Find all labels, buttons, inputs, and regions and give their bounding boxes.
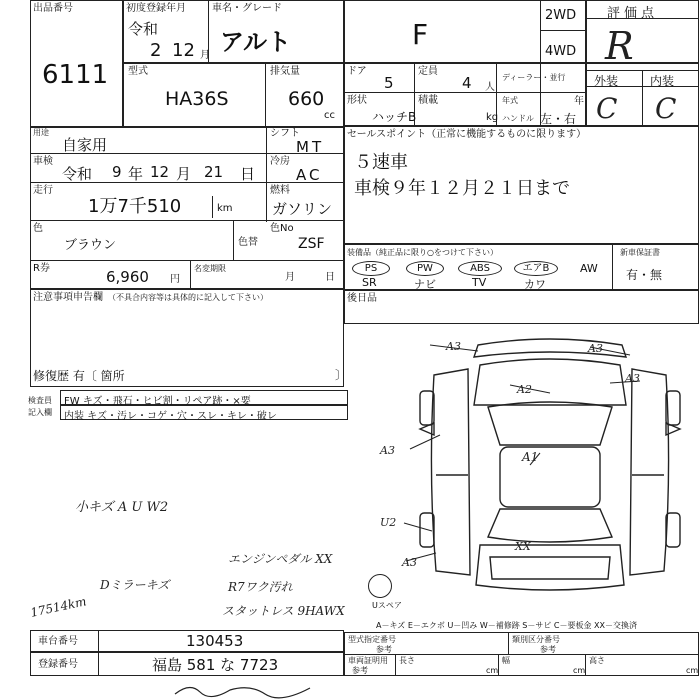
repair-history: 修復歴 有〔 箇所	[33, 369, 125, 383]
plate-number: 福島 581 な 7723	[152, 656, 279, 674]
later-items-box	[344, 290, 699, 324]
name-change-label: 名変期限	[194, 264, 226, 273]
mark-a3-front-right: A3	[588, 342, 603, 355]
first-reg-month-unit: 月	[200, 50, 210, 61]
displacement-unit: cc	[324, 110, 335, 121]
hand-note-engine: エンジンペダル XX	[228, 552, 333, 566]
use-label: 用途	[33, 128, 49, 137]
ac-value: AC	[296, 166, 323, 184]
chassis-number: 130453	[186, 632, 244, 650]
mark-a3-left: A3	[380, 444, 395, 457]
hand-note-frame: R7ワク汚れ	[228, 580, 293, 594]
handle-value: 左・右	[540, 112, 577, 126]
load-label: 積載	[418, 95, 438, 106]
mark-a1-roof: A1	[522, 450, 539, 464]
model-year-unit: 年	[574, 96, 584, 107]
exterior-label: 外装	[594, 74, 619, 88]
notes-label: 注意事項申告欄	[33, 292, 103, 303]
length-label: 長さ	[399, 656, 415, 665]
warranty-label: 新車保証書	[620, 248, 660, 257]
capacity-value: 4	[462, 74, 472, 92]
ac-label: 冷房	[270, 156, 290, 167]
shift-value: MT	[296, 138, 325, 156]
recycle-unit: 円	[170, 274, 180, 285]
spare-tire-icon	[368, 574, 392, 598]
category-number-ref: 参考	[540, 645, 556, 654]
use-value: 自家用	[62, 136, 108, 154]
inspection-era: 令和	[62, 165, 93, 183]
chassis-label: 車台番号	[38, 636, 78, 647]
mark-a3-rear: A3	[402, 556, 417, 569]
name-change-day: 日	[325, 272, 335, 283]
color-value: ブラウン	[64, 238, 117, 253]
score-label: 評価点	[607, 6, 659, 21]
doors-label: ドア	[347, 66, 367, 77]
inspection-day: 21	[204, 163, 224, 181]
vehicle-cert-ref: 参考	[352, 666, 368, 675]
interior-score: C	[655, 92, 677, 125]
car-name: アルト	[220, 28, 292, 56]
doors-value: 5	[384, 74, 394, 92]
notes-sublabel: （不具合内容等は具体的に記入して下さい）	[108, 293, 268, 302]
sales-point-label: セールスポイント（正常に機能するものに限ります）	[347, 129, 587, 140]
type-designation-label: 型式指定番号	[348, 635, 396, 644]
equip-sr: SR	[362, 276, 377, 289]
plate-label: 登録番号	[38, 659, 78, 670]
inspection-year: 9	[112, 163, 122, 181]
drive-4wd: 4WD	[545, 44, 577, 59]
inspector-label-1: 検査員	[28, 396, 52, 405]
equip-pw: PW	[406, 261, 444, 276]
category-number-label: 類別区分番号	[512, 635, 560, 644]
later-items-label: 後日品	[347, 293, 377, 304]
inspection-month-unit: 月	[176, 165, 192, 183]
hand-note-mirror: Dミラーキズ	[100, 578, 170, 592]
equipment-label: 装備品（純正品に限り○をつけて下さい）	[347, 248, 498, 257]
interior-check-text: 内装 キズ・汚レ・コゲ・穴・スレ・キレ・破レ	[64, 411, 277, 422]
recycle-value: 6,960	[106, 268, 149, 286]
mileage-value: 1万7千510	[88, 196, 182, 217]
color-code-label: 色No	[270, 223, 294, 234]
inspector-label-2: 記入欄	[28, 408, 52, 417]
model-year-label: 年式	[502, 96, 518, 105]
equip-navi: ナビ	[414, 278, 436, 291]
damage-legend: A－キズ E－エクボ U－凹み W－補修跡 S－サビ C－要板金 XX－交換済	[376, 621, 638, 630]
score-value: R	[605, 24, 634, 68]
type-designation-ref: 参考	[376, 645, 392, 654]
lot-label: 出品番号	[33, 3, 73, 14]
equip-leather: カワ	[524, 278, 546, 291]
spare-label: Uスペア	[372, 601, 402, 610]
length-unit: cm	[486, 666, 499, 675]
exterior-score: C	[596, 92, 618, 125]
car-damage-diagram	[400, 325, 700, 615]
equip-aw: AW	[580, 262, 598, 275]
name-change-month: 月	[285, 272, 295, 283]
mileage-unit: km	[217, 203, 233, 214]
color-code: ZSF	[298, 236, 325, 252]
drive-2wd: 2WD	[545, 8, 577, 23]
interior-label: 内装	[650, 74, 675, 88]
inspection-day-unit: 日	[240, 165, 256, 183]
model-label: 型式	[128, 66, 148, 77]
recycle-label: R券	[33, 263, 50, 274]
first-reg-month: 12	[172, 40, 195, 61]
mark-a2-hood: A2	[517, 383, 532, 396]
equip-ps: PS	[352, 261, 390, 276]
displacement-label: 排気量	[270, 66, 300, 77]
mark-a3-right: A3	[625, 372, 640, 385]
hand-note-scratch: 小キズ A U W2	[75, 500, 169, 515]
height-unit: cm	[686, 666, 699, 675]
fuel-value: ガソリン	[272, 200, 333, 218]
color-label: 色	[33, 223, 43, 234]
fuel-label: 燃料	[270, 185, 290, 196]
inspection-month: 12	[150, 163, 170, 181]
model-value: HA36S	[165, 88, 229, 110]
equip-tv: TV	[472, 276, 487, 289]
equip-airbag: エアB	[514, 261, 558, 276]
equip-abs: ABS	[458, 261, 502, 276]
car-name-label: 車名・グレード	[212, 3, 282, 14]
color-change-label: 色替	[238, 237, 258, 248]
sales-point-line2: 車検９年１２月２１日まで	[354, 178, 570, 199]
shift-label: シフト	[270, 128, 300, 139]
mileage-label: 走行	[33, 185, 53, 196]
first-reg-label: 初度登録年月	[126, 3, 186, 14]
height-label: 高さ	[589, 656, 605, 665]
sales-point-line1: ５速車	[354, 152, 408, 173]
shape-value: ハッチB	[372, 110, 417, 124]
warranty-value: 有・無	[626, 268, 663, 282]
inspector-signature	[170, 680, 320, 700]
capacity-label: 定員	[418, 66, 438, 77]
inspection-year-unit: 年	[128, 165, 144, 183]
width-label: 幅	[502, 656, 510, 665]
dealer-label: ディーラー・並行	[502, 73, 566, 82]
width-unit: cm	[573, 666, 586, 675]
car-grade: F	[412, 18, 429, 51]
repair-history-bracket: 〕	[335, 368, 348, 382]
mark-xx-rear: XX	[515, 540, 531, 553]
hand-note-studless: スタットレス 9HAWX	[222, 604, 345, 618]
capacity-unit: 人	[485, 82, 495, 93]
inspection-label: 車検	[33, 156, 53, 167]
displacement-value: 660	[288, 88, 325, 110]
hand-note-mileage: 17514km	[29, 594, 88, 620]
fw-check-text: FW キズ・飛石・ヒビ割・リペア跡・×要	[64, 396, 251, 407]
shape-label: 形状	[347, 95, 367, 106]
vehicle-cert-label: 車両証明用	[348, 656, 388, 665]
mark-u2-left: U2	[380, 516, 397, 529]
handle-label: ハンドル	[502, 114, 534, 123]
first-reg-era: 令和	[128, 20, 159, 38]
load-unit: kg	[486, 112, 499, 123]
mark-a3-front-left: A3	[446, 340, 461, 353]
first-reg-year: 2	[150, 40, 162, 61]
lot-number: 6111	[42, 60, 109, 90]
